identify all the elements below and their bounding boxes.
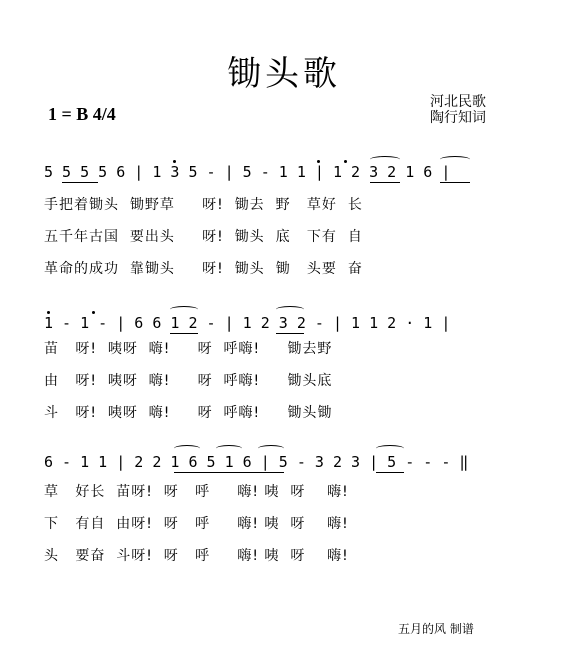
notes-system-3: 6 - 1 1 | 2 2 1 6 5 1 6 | 5 - 3 2 3 | 5 - - - ‖ — [44, 453, 469, 471]
lyricist-credit: 陶行知词 — [430, 110, 486, 126]
octave-dot — [173, 160, 176, 163]
octave-dot — [47, 311, 50, 314]
lyric-system-3-verse-1: 草 好长 苗呀! 呀 呼 嗨! 咦 呀 嗨! — [44, 484, 349, 500]
beam-mark — [376, 472, 404, 473]
slur-mark — [258, 445, 284, 452]
lyric-system-1-verse-1: 手把着锄头 锄野草 呀! 锄去 野 草好 长 — [44, 197, 363, 213]
song-title: 锄头歌 — [227, 54, 341, 94]
lyric-system-2-verse-1: 苗 呀! 咦呀 嗨! 呀 呼嗨! 锄去野 — [44, 341, 333, 357]
key-signature: 1 = B 4/4 — [48, 104, 116, 124]
slur-mark — [174, 445, 200, 452]
slur-mark — [216, 445, 242, 452]
slur-mark — [376, 445, 404, 452]
notes-system-1: 5 5 5 5 6 | 1 3 5 - | 5 - 1 1 | 1 2 3 2 1 6 | — [44, 163, 451, 181]
beam-mark — [370, 182, 400, 183]
beam-mark — [62, 182, 98, 183]
octave-dot — [344, 160, 347, 163]
lyric-system-1-verse-2: 五千年古国 要出头 呀! 锄头 底 下有 自 — [44, 229, 363, 245]
footer-credit: 五月的风 制谱 — [398, 622, 474, 636]
slur-mark — [440, 156, 470, 163]
beam-mark — [276, 333, 304, 334]
lyric-system-3-verse-3: 头 要奋 斗呀! 呀 呼 嗨! 咦 呀 嗨! — [44, 548, 349, 564]
origin-credit: 河北民歌 — [430, 94, 486, 110]
lyric-system-2-verse-3: 斗 呀! 咦呀 嗨! 呀 呼嗨! 锄头锄 — [44, 405, 333, 421]
slur-mark — [276, 306, 304, 313]
lyric-system-3-verse-2: 下 有自 由呀! 呀 呼 嗨! 咦 呀 嗨! — [44, 516, 349, 532]
beam-mark — [440, 182, 470, 183]
slur-mark — [170, 306, 198, 313]
beam-mark — [174, 472, 284, 473]
slur-mark — [370, 156, 400, 163]
beam-mark — [170, 333, 198, 334]
octave-dot — [317, 160, 320, 163]
octave-dot — [92, 311, 95, 314]
lyric-system-1-verse-3: 革命的成功 靠锄头 呀! 锄头 锄 头要 奋 — [44, 261, 363, 277]
lyric-system-2-verse-2: 由 呀! 咦呀 嗨! 呀 呼嗨! 锄头底 — [44, 373, 333, 389]
notes-system-2: 1 - 1 - | 6 6 1 2 - | 1 2 3 2 - | 1 1 2 · 1 | — [44, 314, 451, 332]
